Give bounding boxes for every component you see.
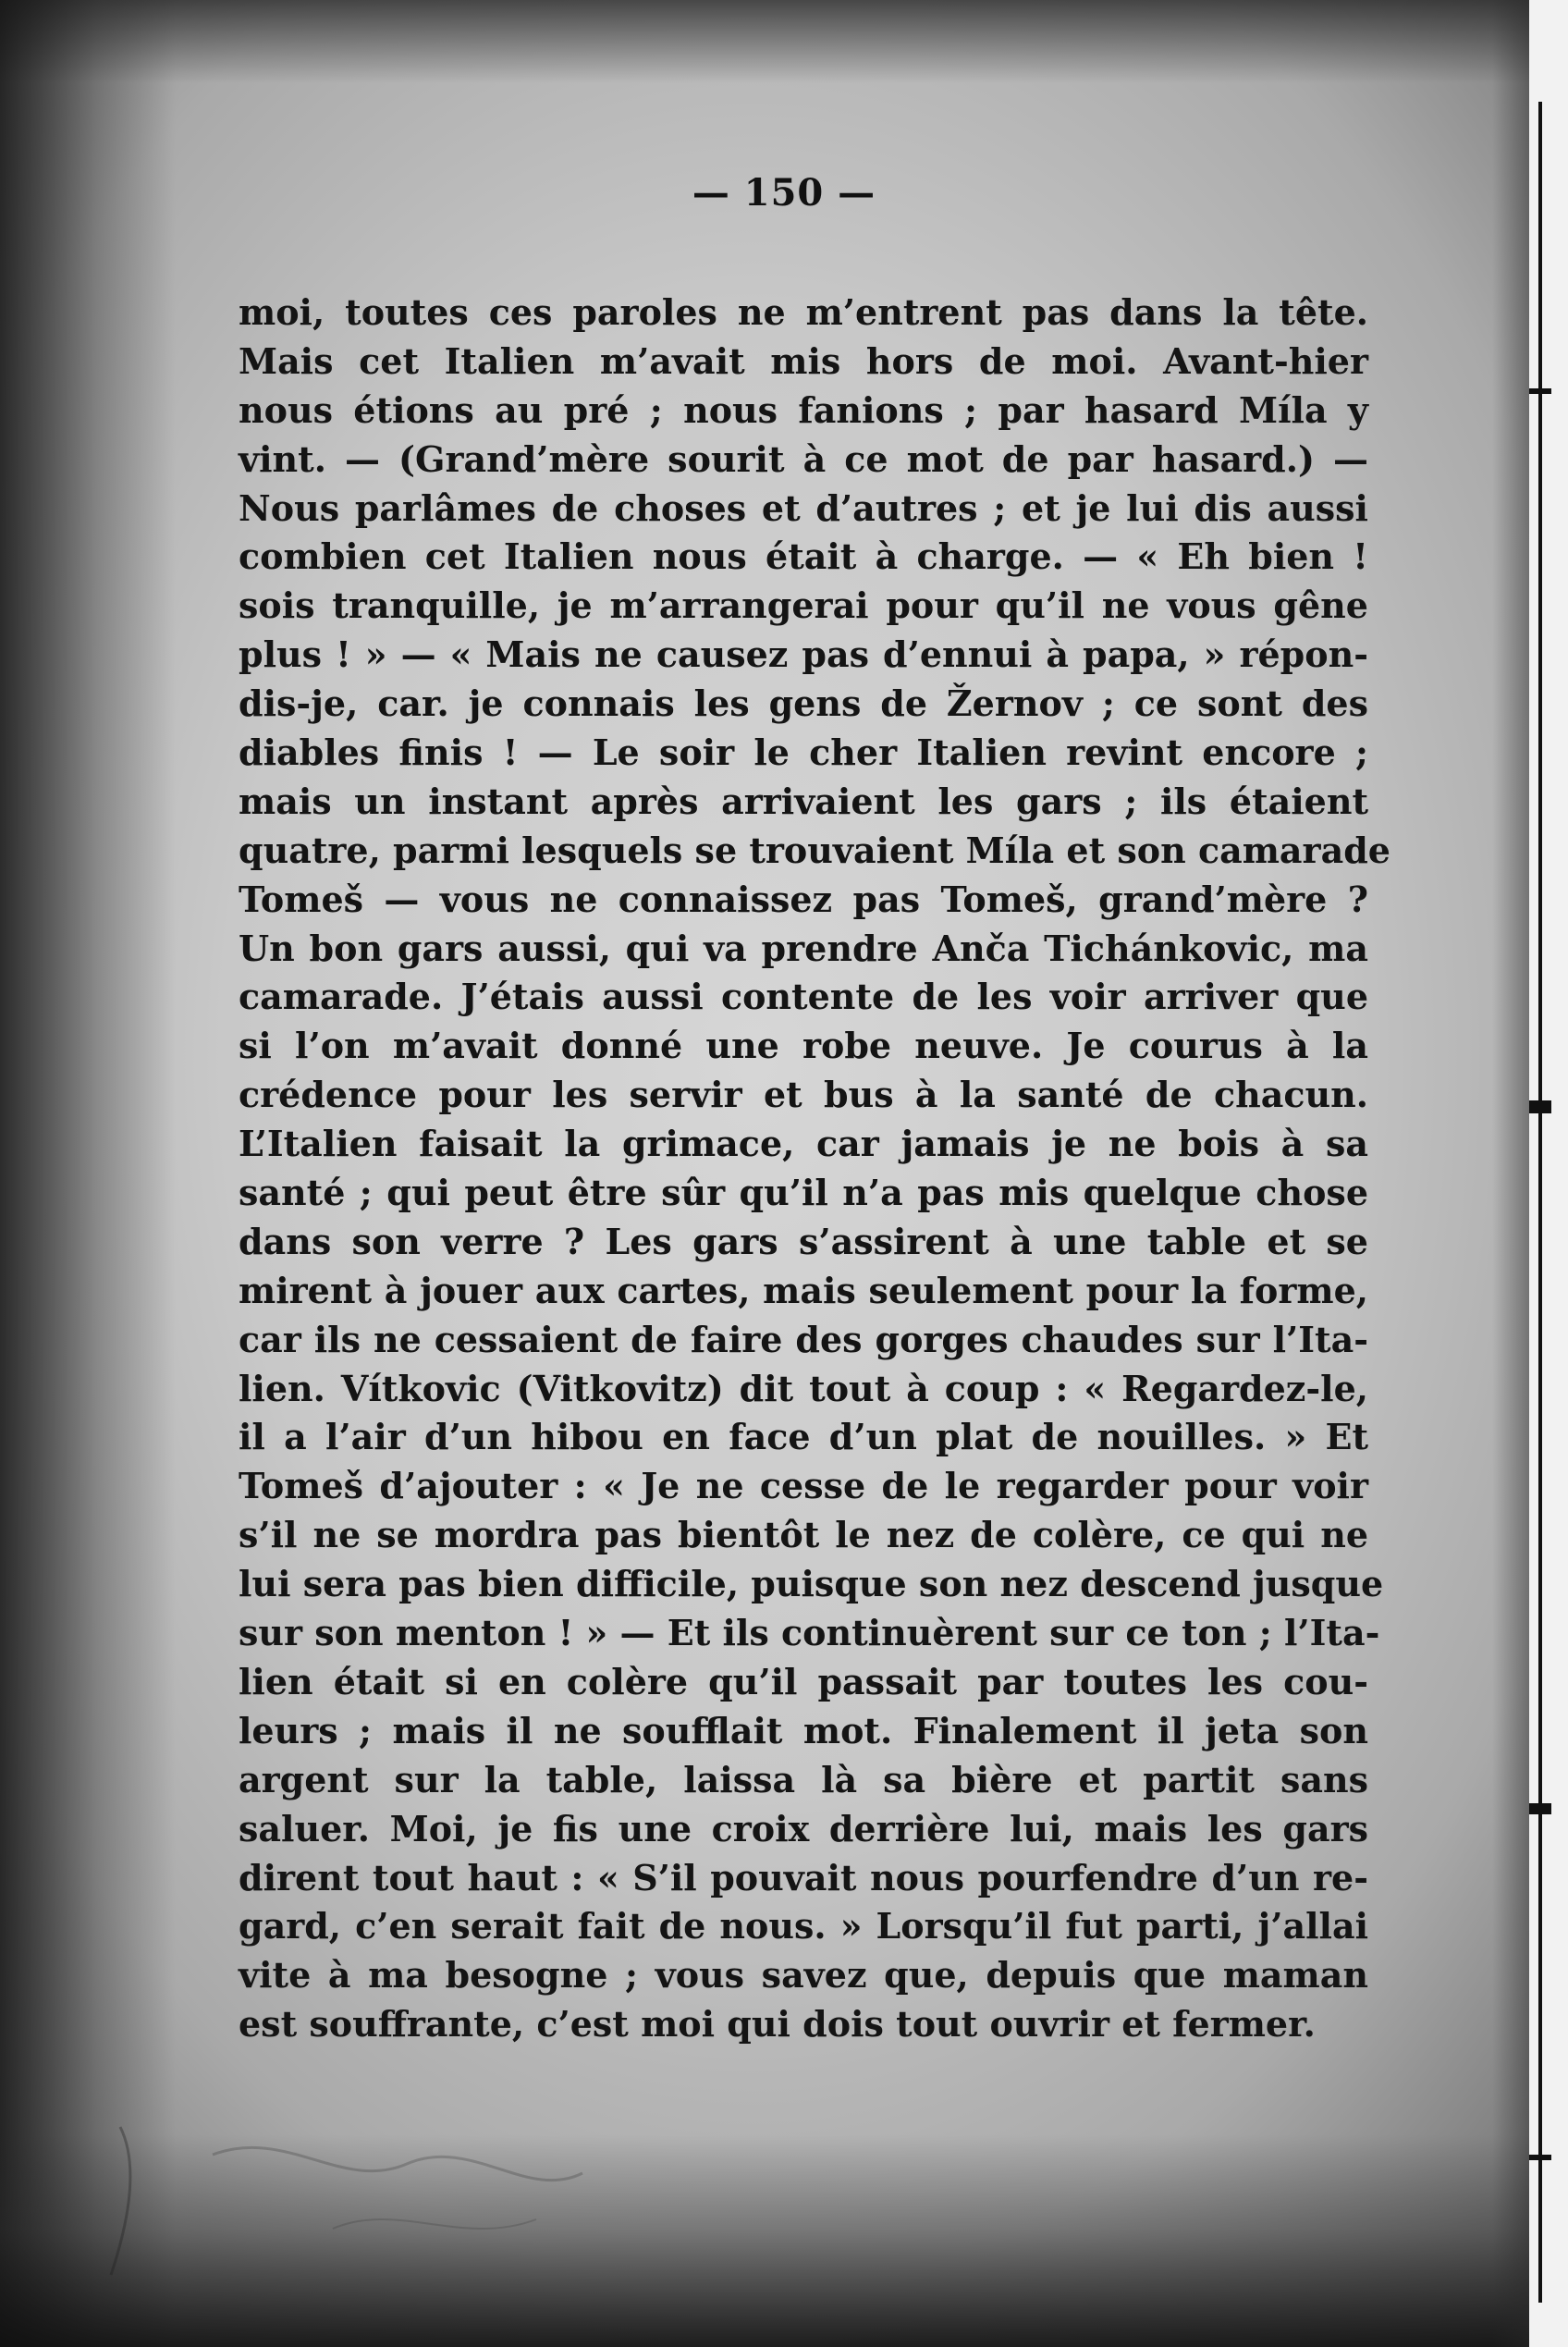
text-line: Mais cet Italien m’avait mis hors de moi. Avant-hier: [239, 339, 1368, 382]
text-line: sois tranquille, je m’arrangerai pour qu’il ne vous gêne: [239, 584, 1368, 627]
text-line: sur son menton ! » — Et ils continuèrent sur ce ton ; l’Ita-: [239, 1612, 1380, 1654]
text-line: gard, c’en serait fait de nous. » Lorsqu’il fut parti, j’allai: [239, 1905, 1368, 1948]
body-paragraph: [239, 289, 1390, 2049]
left-shadow: [0, 0, 176, 2347]
edge-tick: [1529, 1803, 1551, 1814]
page-number: — 150 —: [692, 171, 876, 215]
text-line: Tomeš d’ajouter : « Je ne cesse de le regarder pour voir: [239, 1465, 1368, 1507]
text-line: leurs ; mais il ne soufflait mot. Finalement il jeta son: [239, 1709, 1368, 1751]
text-line: moi, toutes ces paroles ne m’entrent pas dans la tête.: [239, 291, 1368, 333]
edge-tick: [1529, 388, 1551, 394]
text-line: car ils ne cessaient de faire des gorges chaudes sur l’Ita-: [239, 1318, 1368, 1360]
text-line: Tomeš — vous ne connaissez pas Tomeš, grand’mère ?: [239, 878, 1368, 920]
text-line: combien cet Italien nous était à charge. — « Eh bien !: [239, 535, 1368, 578]
text-line: santé ; qui peut être sûr qu’il n’a pas mis quelque chose: [239, 1172, 1368, 1214]
text-line: dirent tout haut : « S’il pouvait nous pourfendre d’un re-: [239, 1856, 1368, 1898]
text-line: camarade. J’étais aussi contente de les voir arriver que: [239, 976, 1368, 1018]
text-line: argent sur la table, laissa là sa bière et partit sans: [239, 1758, 1368, 1800]
text-line: lien était si en colère qu’il passait par toutes les cou-: [239, 1660, 1368, 1702]
text-line: mais un instant après arrivaient les gars ; ils étaient: [239, 780, 1368, 822]
text-line: dis-je, car. je connais les gens de Žernov ; ce sont des: [239, 682, 1368, 725]
text-line: diables finis ! — Le soir le cher Italien revint encore ;: [239, 731, 1368, 774]
text-line: lui sera pas bien difficile, puisque son nez descend jusque: [239, 1563, 1384, 1605]
text-line: quatre, parmi lesquels se trouvaient Míla et son camarade: [239, 829, 1390, 871]
text-line: lien. Vítkovic (Vitkovitz) dit tout à coup : « Regardez-le,: [239, 1367, 1368, 1409]
text-line: il a l’air d’un hibou en face d’un plat de nouilles. » Et: [239, 1416, 1368, 1458]
gutter-shadow: [1492, 0, 1529, 2347]
pencil-marks: [102, 2090, 749, 2293]
text-line: est souffrante, c’est moi qui dois tout ouvrir et fermer.: [239, 2003, 1316, 2046]
text-line: mirent à jouer aux cartes, mais seulement pour la forme,: [239, 1269, 1368, 1311]
edge-tick: [1529, 2155, 1551, 2160]
text-line: crédence pour les servir et bus à la santé de chacun.: [239, 1074, 1368, 1116]
text-line: Nous parlâmes de choses et d’autres ; et je lui dis aussi: [239, 486, 1368, 529]
text-line: plus ! » — « Mais ne causez pas d’ennui à papa, » répon-: [239, 633, 1368, 676]
text-line: Un bon gars aussi, qui va prendre Anča Tichánkovic, ma: [239, 927, 1368, 969]
text-line: nous étions au pré ; nous fanions ; par hasard Míla y: [239, 388, 1368, 431]
text-line: saluer. Moi, je fis une croix derrière lui, mais les gars: [239, 1807, 1368, 1849]
edge-rule: [1538, 102, 1542, 2303]
top-shadow: [0, 0, 1568, 83]
text-line: vint. — (Grand’mère sourit à ce mot de par hasard.) —: [239, 437, 1368, 480]
edge-tick: [1529, 1100, 1551, 1113]
text-line: vite à ma besogne ; vous savez que, depuis que maman: [239, 1954, 1368, 1997]
text-line: s’il ne se mordra pas bientôt le nez de colère, ce qui ne: [239, 1514, 1368, 1556]
text-line: L’Italien faisait la grimace, car jamais je ne bois à sa: [239, 1123, 1368, 1165]
page-edge: [1529, 0, 1568, 2347]
text-line: dans son verre ? Les gars s’assirent à une table et se: [239, 1220, 1368, 1262]
text-line: si l’on m’avait donné une robe neuve. Je courus à la: [239, 1025, 1368, 1067]
